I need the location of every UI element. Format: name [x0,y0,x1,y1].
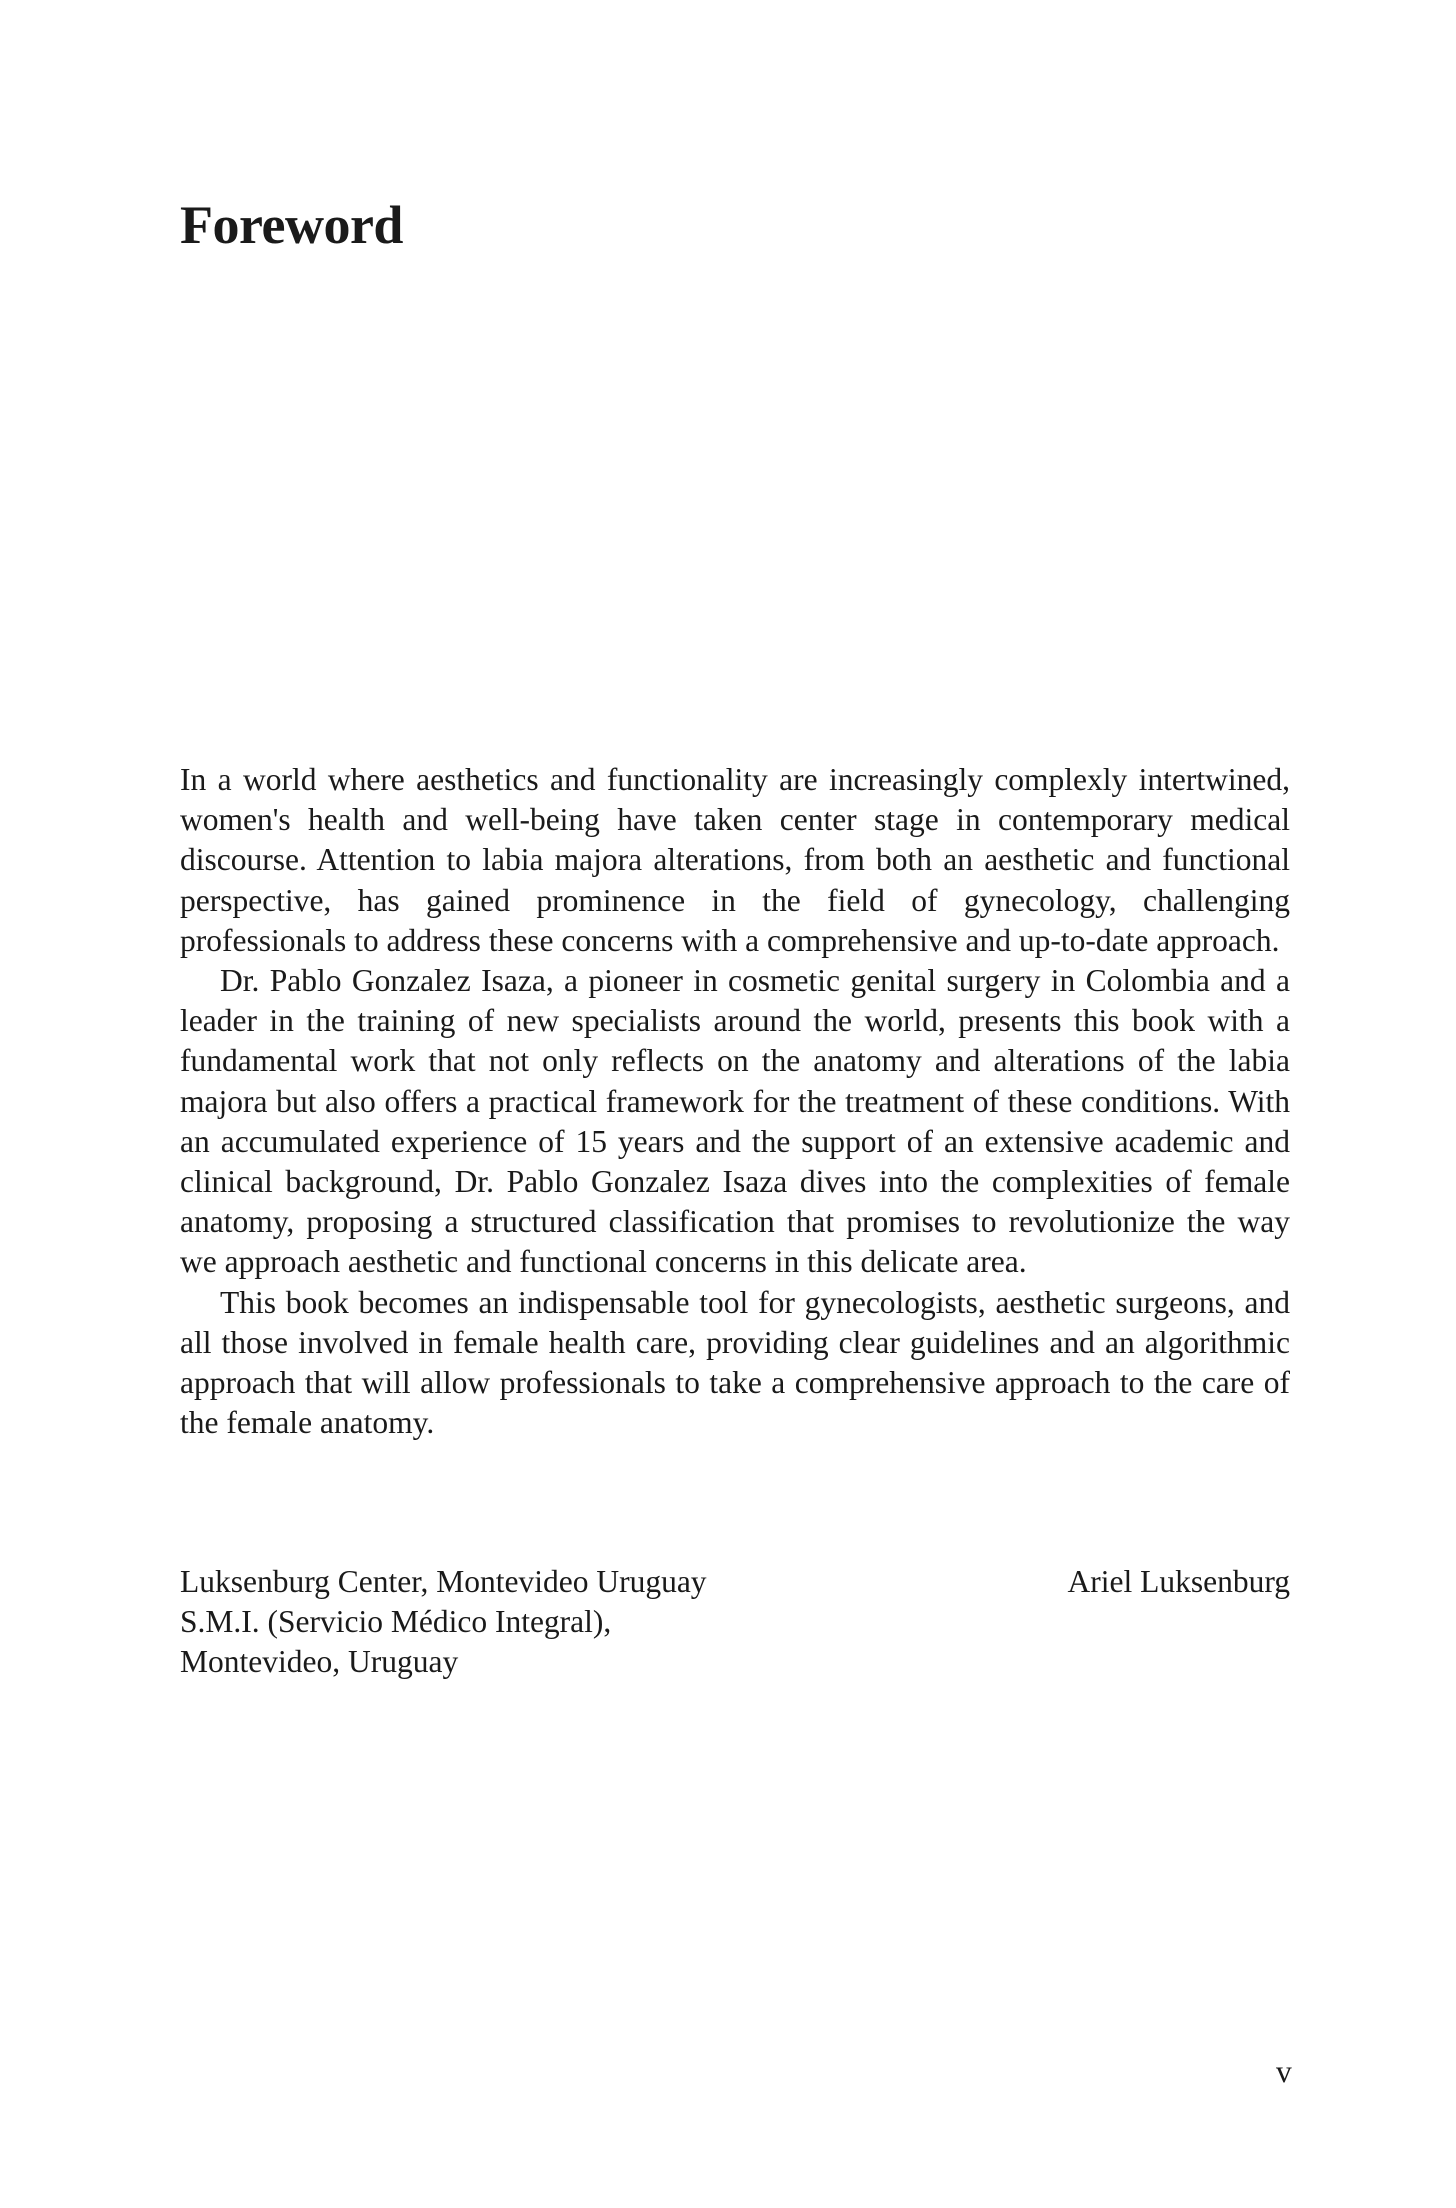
paragraph-1: In a world where aesthetics and functionality are increasingly complexly intertwined, women's health and well-being have taken center stage in contemporary medical discourse. Attention to labia majora alterations, from both an aesthetic and functional perspective, has gained prominence in the field of gynecology, challenging professionals to address these concerns with a comprehensive and up-to-date approach. [180,762,1290,958]
page-number: v [1276,2054,1292,2089]
author-affiliation [180,1562,707,1683]
paragraph-2: Dr. Pablo Gonzalez Isaza, a pioneer in cosmetic genital surgery in Colombia and a leader in the training of new specialists around the world, presents this book with a fundamental work that not only reflects on the anatomy and alterations of the labia majora but also offers a practical framework for the treatment of these conditions. With an accumulated experience of 15 years and the support of an extensive academic and clinical background, Dr. Pablo Gonzalez Isaza dives into the complexities of female anatomy, proposing a structured classification that promises to revolutionize the way we approach aesthetic and functional concerns in this delicate area. [180,963,1290,1280]
page-title: Foreword [180,195,403,255]
author-name: Ariel Luksenburg [1067,1564,1290,1599]
foreword-body [180,760,1290,1443]
affiliation-line-2: S.M.I. (Servicio Médico Integral), [180,1604,612,1640]
affiliation-line-3: Montevideo, Uruguay [180,1644,459,1680]
affiliation-line-1: Luksenburg Center, Montevideo Uruguay [180,1564,707,1599]
paragraph-3: This book becomes an indispensable tool for gynecologists, aesthetic surgeons, and all those involved in female health care, providing clear guidelines and an algorithmic approach that will allow professionals to take a comprehensive approach to the care of the female anatomy. [180,1284,1290,1441]
